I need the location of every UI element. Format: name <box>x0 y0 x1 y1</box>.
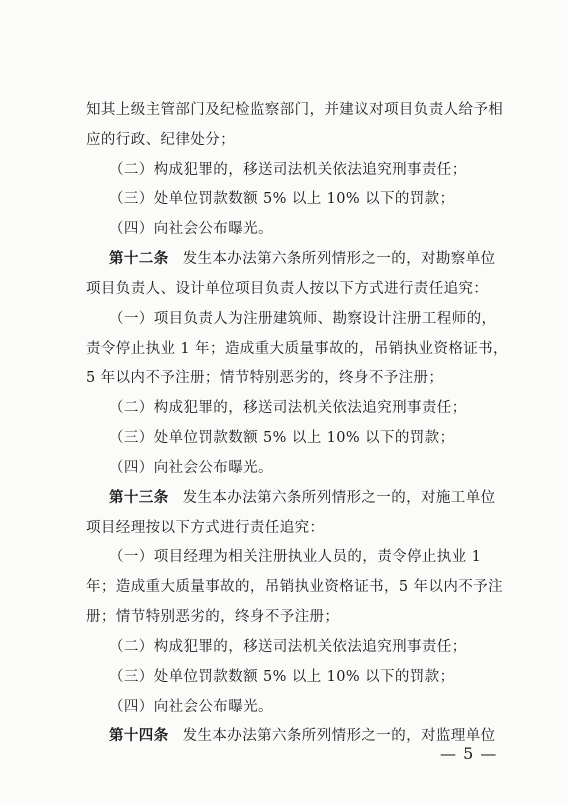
text-line: （二）构成犯罪的，移送司法机关依法追究刑事责任； <box>109 639 467 655</box>
text-line: 发生本办法第六条所列情形之一的，对监理单位 <box>182 728 496 744</box>
text-line: （二）构成犯罪的，移送司法机关依法追究刑事责任； <box>109 400 467 416</box>
text-line: （四）向社会公布曝光。 <box>109 221 273 237</box>
article-paragraph <box>109 727 496 745</box>
text-line: 发生本办法第六条所列情形之一的，对勘察单位 <box>182 251 496 267</box>
text-line: （二）构成犯罪的，移送司法机关依法追究刑事责任； <box>109 162 467 178</box>
article-label: 第十二条 <box>109 250 169 267</box>
text-line: （三）处单位罚款数额 5% 以上 10% 以下的罚款； <box>109 430 455 446</box>
article-label: 第十四条 <box>109 727 169 744</box>
text-line: 年；造成重大质量事故的，吊销执业资格证书，5 年以内不予注 <box>86 579 503 595</box>
text-line: （四）向社会公布曝光。 <box>109 699 273 715</box>
text-line: 册；情节特别恶劣的，终身不予注册； <box>86 609 340 625</box>
text-line: 知其上级主管部门及纪检监察部门，并建议对项目负责人给予相 <box>86 102 504 118</box>
text-line: 项目经理按以下方式进行责任追究： <box>86 520 325 536</box>
article-label: 第十三条 <box>109 489 169 506</box>
text-line: （一）项目负责人为注册建筑师、勘察设计注册工程师的， <box>109 311 497 327</box>
page-number: — 5 — <box>440 744 498 763</box>
text-line: 责令停止执业 1 年；造成重大质量事故的，吊销执业资格证书， <box>86 341 508 357</box>
text-line: （四）向社会公布曝光。 <box>109 460 273 476</box>
text-line: 项目负责人、设计单位项目负责人按以下方式进行责任追究： <box>86 281 489 297</box>
text-line: 发生本办法第六条所列情形之一的，对施工单位 <box>182 490 496 506</box>
text-line: （三）处单位罚款数额 5% 以上 10% 以下的罚款； <box>109 191 455 207</box>
text-line: （一）项目经理为相关注册执业人员的，责令停止执业 1 <box>109 549 482 565</box>
text-line: 应的行政、纪律处分； <box>86 132 235 148</box>
text-line: （三）处单位罚款数额 5% 以上 10% 以下的罚款； <box>109 669 455 685</box>
article-paragraph <box>109 489 496 507</box>
article-paragraph <box>109 250 496 268</box>
text-line: 5 年以内不予注册；情节特别恶劣的，终身不予注册； <box>86 370 444 386</box>
